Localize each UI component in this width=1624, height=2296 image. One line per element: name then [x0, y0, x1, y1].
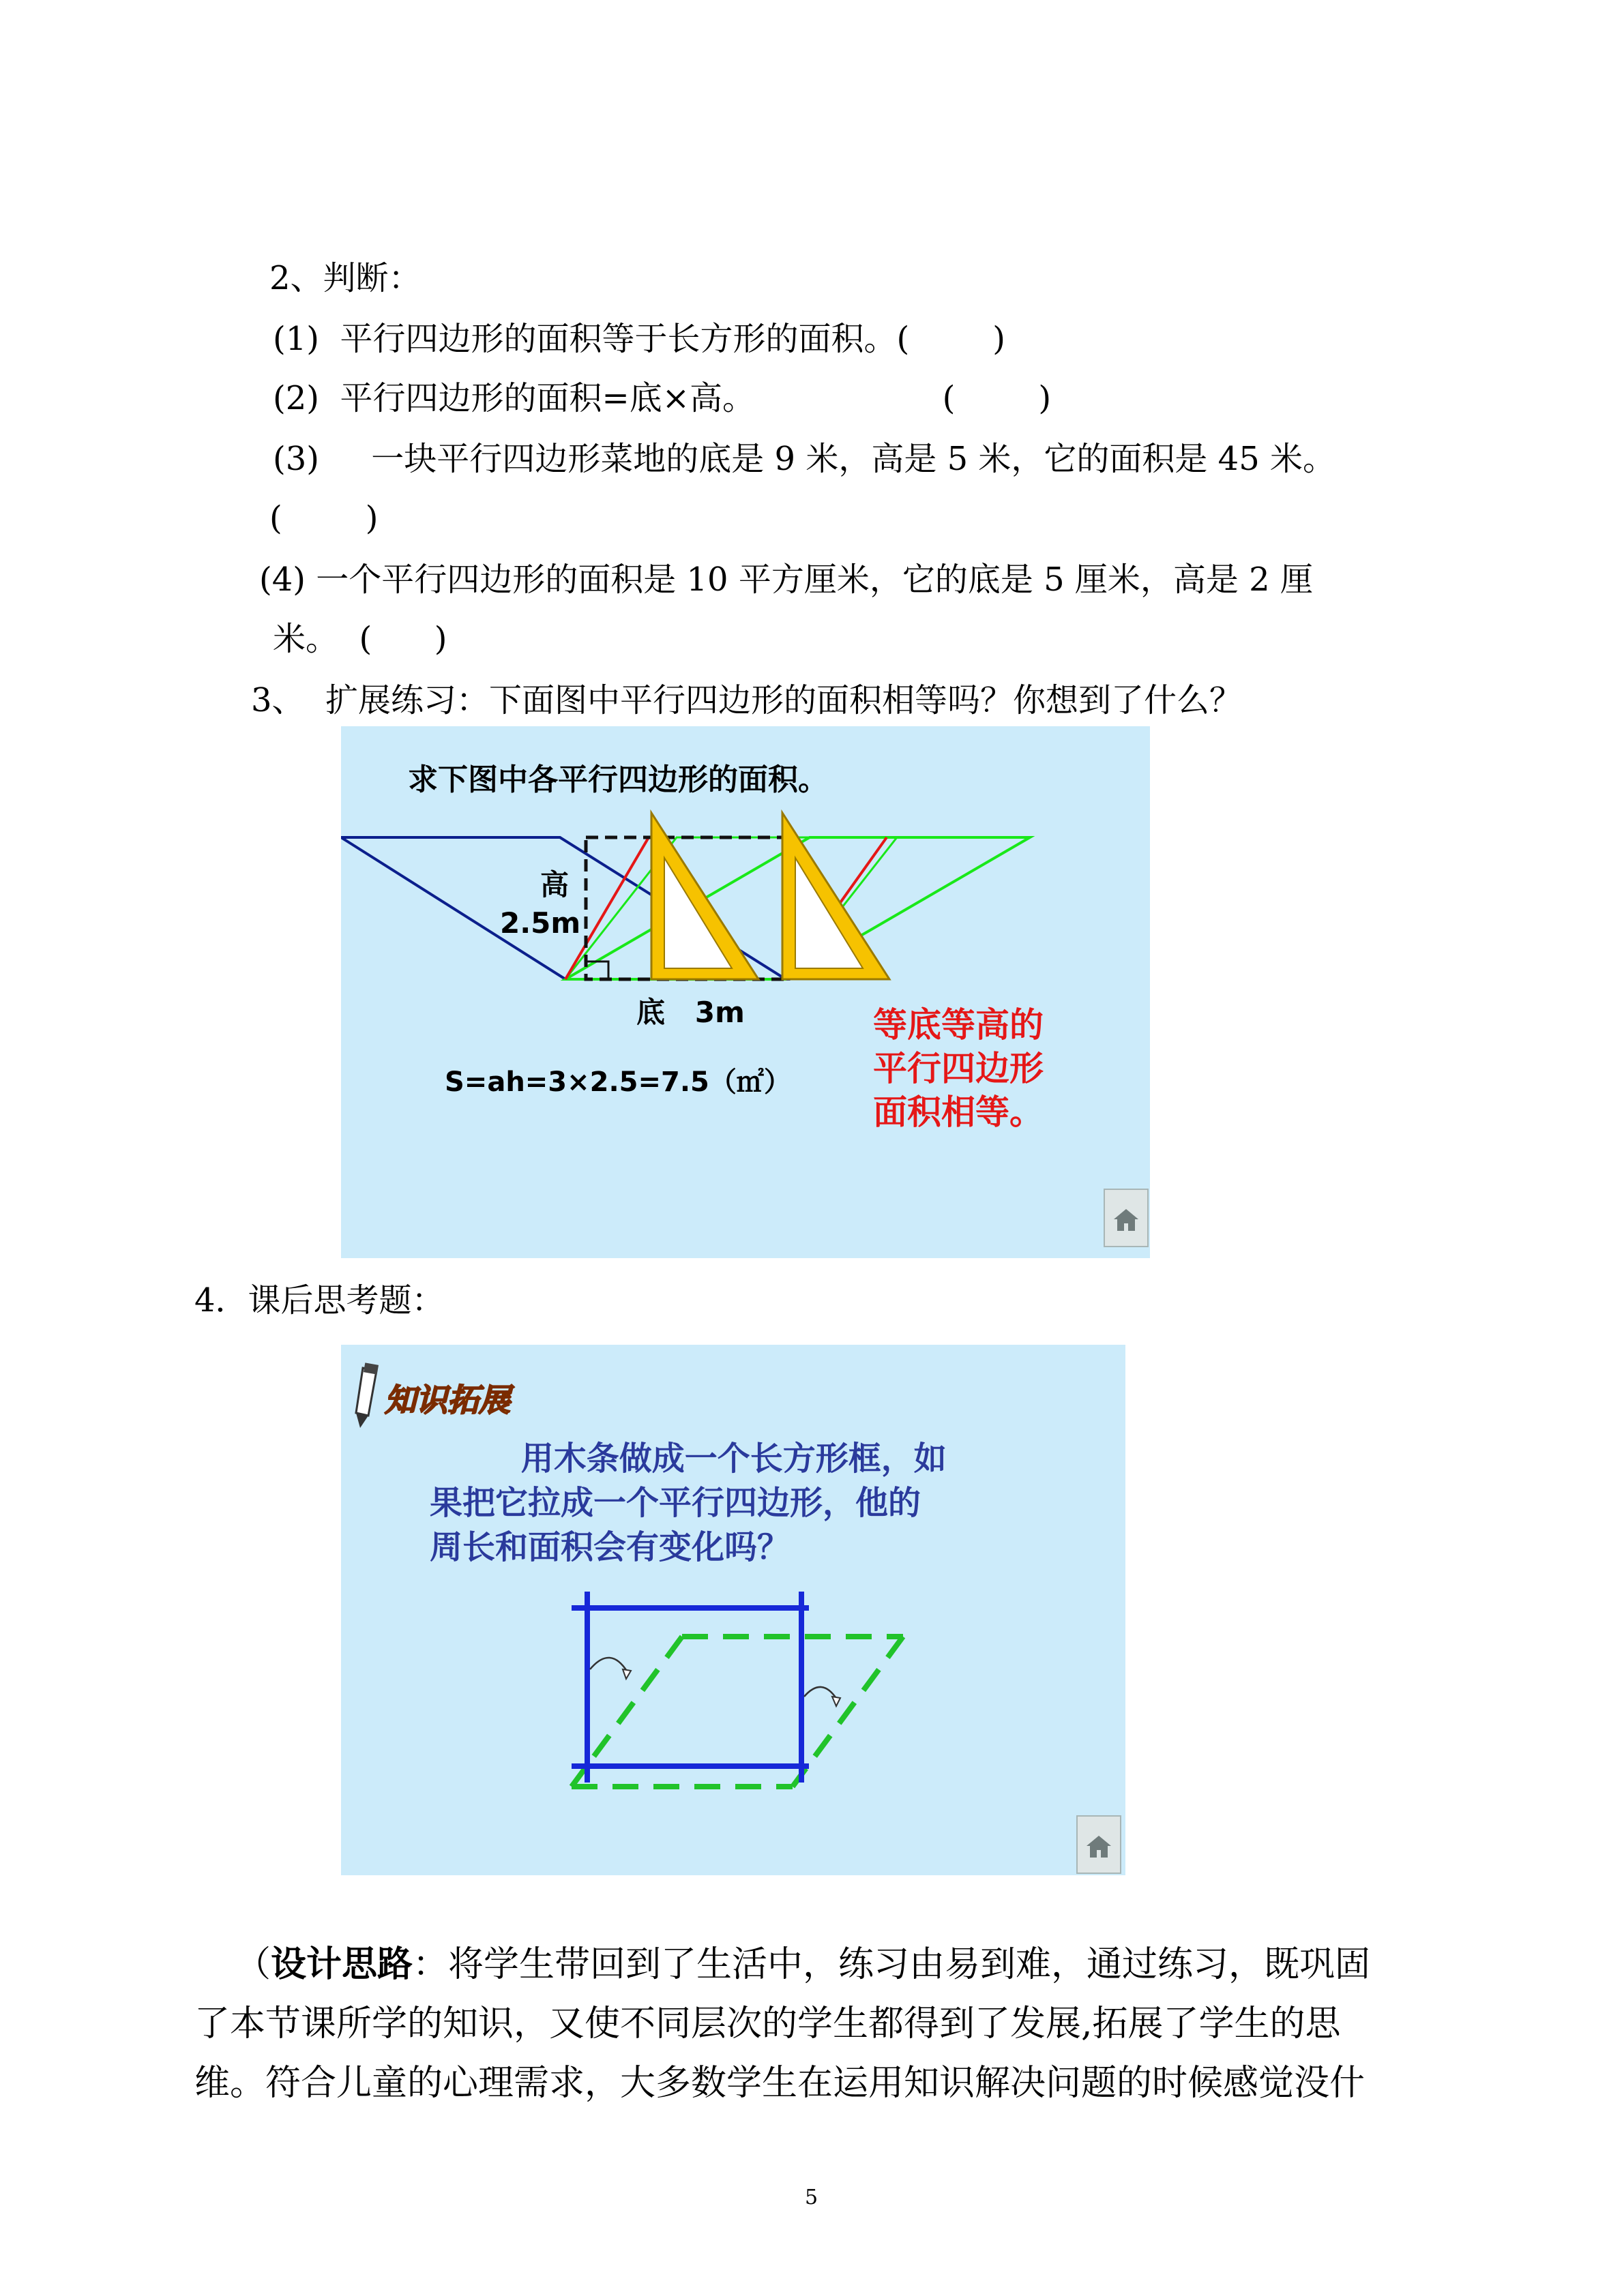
- design-paren: （: [235, 1944, 271, 1985]
- design-label: 设计思路: [271, 1943, 413, 1985]
- dashed-right: [793, 1637, 903, 1787]
- height-value: 2.5m: [500, 906, 581, 940]
- question-line-1: 用木条做成一个长方形框，如: [430, 1440, 947, 1478]
- home-button[interactable]: [1104, 1189, 1149, 1247]
- set-square-left-hole: [664, 858, 732, 968]
- judgement-item-1: (1) 平行四边形的面积等于长方形的面积。( ): [273, 320, 1006, 358]
- home-icon: [1078, 1817, 1120, 1873]
- judgement-item-3: (3) 一块平行四边形菜地的底是 9 米，高是 5 米，它的面积是 45 米。: [273, 440, 1335, 478]
- set-square-right-hole: [795, 858, 863, 968]
- conclusion-line-3: 面积相等。: [873, 1092, 1044, 1132]
- question-line-3: 周长和面积会有变化吗？: [430, 1528, 791, 1566]
- pen-icon: [356, 1362, 379, 1428]
- rotation-arrow-left: [590, 1658, 628, 1672]
- frame-diagram: [341, 1345, 1125, 1875]
- design-rationale-line-3: 维。符合儿童的心理需求，大多数学生在运用知识解决问题的时候感觉没什: [194, 2063, 1365, 2104]
- conclusion-line-2: 平行四边形: [873, 1049, 1044, 1088]
- home-button[interactable]: [1076, 1815, 1121, 1874]
- height-label: 高: [540, 868, 570, 901]
- judgement-item-4-cont: 米。 ( ): [273, 620, 447, 658]
- page-number: 5: [805, 2186, 818, 2209]
- home-icon: [1105, 1190, 1147, 1246]
- judgement-item-2: (2) 平行四边形的面积=底×高。 ( ): [273, 379, 1052, 417]
- rotation-arrowhead-right: [832, 1697, 840, 1706]
- area-formula: S=ah=3×2.5=7.5（㎡）: [445, 1067, 791, 1098]
- design-rationale-line-2: 了本节课所学的知识，又使不同层次的学生都得到了发展,拓展了学生的思: [194, 2003, 1341, 2044]
- section3-heading: 3、 扩展练习：下面图中平行四边形的面积相等吗？你想到了什么？: [251, 681, 1243, 719]
- rotation-arrowhead-left: [623, 1669, 631, 1679]
- section2-heading: 2、判断：: [269, 259, 422, 297]
- judgement-item-3-blank: ( ): [269, 499, 379, 537]
- section4-heading: 4．课后思考题：: [194, 1281, 445, 1320]
- parallelogram-diagram: [341, 726, 1150, 1258]
- knowledge-badge: 知识拓展: [385, 1382, 510, 1418]
- design-line-1: ：将学生带回到了生活中，练习由易到难，通过练习，既巩固: [413, 1944, 1371, 1985]
- judgement-item-4: (4) 一个平行四边形的面积是 10 平方厘米，它的底是 5 厘米，高是 2 厘: [259, 561, 1313, 599]
- base-label: 底 3m: [636, 996, 745, 1029]
- slide-parallelogram-areas: [341, 726, 1150, 1258]
- design-rationale-line-1: [235, 1941, 1370, 1988]
- conclusion-line-1: 等底等高的: [873, 1005, 1044, 1045]
- slide-knowledge-extension: [341, 1345, 1125, 1875]
- slide1-title: 求下图中各平行四边形的面积。: [408, 762, 828, 797]
- question-line-2: 果把它拉成一个平行四边形，他的: [430, 1484, 921, 1522]
